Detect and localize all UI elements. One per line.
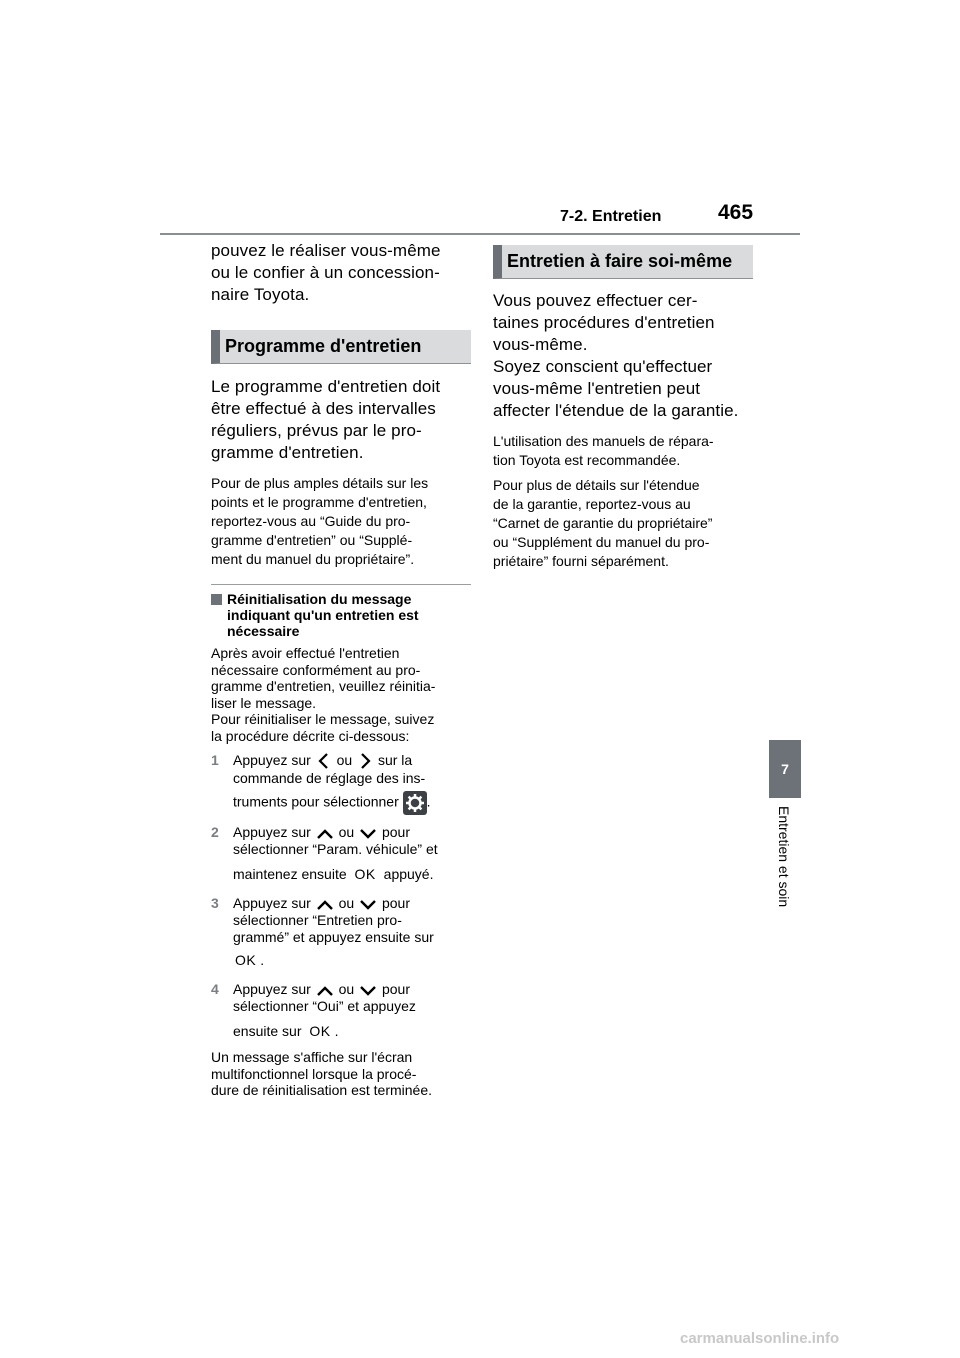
settings-gear-icon bbox=[403, 791, 427, 815]
chevron-down-icon bbox=[358, 984, 378, 998]
chapter-label bbox=[770, 806, 800, 930]
chapter-label-text: Entretien et soin bbox=[776, 806, 792, 908]
programme-note: Pour de plus amples détails sur les points et le programme d'entretien, reportez-vous au “Guide du pro- gramme d'entretien” ou “Supplé- ment du manuel du propriétaire”. bbox=[211, 475, 429, 567]
chevron-up-icon bbox=[315, 898, 335, 912]
section-title: 7-2. Entretien bbox=[560, 208, 662, 225]
chevron-left-icon bbox=[315, 752, 333, 770]
intro-paragraph: pouvez le réaliser vous-même ou le confier à un concession- naire Toyota. bbox=[211, 241, 441, 304]
subheading-reset: Réinitialisation du message indiquant qu'un entretien est nécessaire bbox=[211, 591, 471, 639]
square-bullet-icon bbox=[211, 594, 222, 605]
header-rule bbox=[160, 233, 800, 235]
warranty-note: Pour plus de détails sur l'étendue de la garantie, reportez-vous au “Carnet de garantie du propriétaire” ou “Supplément du manuel du pro- priétaire” fourni séparément. bbox=[493, 477, 713, 569]
ok-button-icon: OK bbox=[354, 866, 376, 883]
chapter-tab bbox=[769, 740, 801, 798]
chevron-up-icon bbox=[315, 827, 335, 841]
chevron-up-icon bbox=[315, 984, 335, 998]
right-column bbox=[493, 240, 753, 571]
watermark: carmanualsonline.info bbox=[680, 1330, 840, 1347]
heading-programme: Programme d'entretien bbox=[211, 330, 471, 364]
chevron-down-icon bbox=[358, 898, 378, 912]
step-4: 4 Appuyez sur ou pour sélectionner “Oui” et appuyez ensuite sur OK . bbox=[211, 981, 416, 1040]
repair-manual-note: L'utilisation des manuels de répara- tion Toyota est recommandée. bbox=[493, 433, 714, 468]
ok-button-icon: OK bbox=[235, 952, 257, 969]
ok-button-icon: OK bbox=[309, 1023, 331, 1040]
closing-paragraph: Un message s'affiche sur l'écran multifonctionnel lorsque la procé- dure de réinitialisation est terminée. bbox=[211, 1049, 433, 1099]
page-number: 465 bbox=[718, 201, 754, 224]
chapter-number: 7 bbox=[781, 761, 789, 777]
divider bbox=[211, 584, 471, 585]
step-1: 1 Appuyez sur ou sur la commande de réglage des ins- truments pour sélectionner . bbox=[211, 752, 471, 815]
self-maintenance-paragraph: Vous pouvez effectuer cer- taines procédures d'entretien vous-même. Soyez conscient qu'effectuer vous-même l'entretien peut affecter l'étendue de la garantie. bbox=[493, 291, 739, 420]
chevron-down-icon bbox=[358, 827, 378, 841]
step-3: 3 Appuyez sur ou pour sélectionner “Entretien pro- grammé” et appuyez ensuite sur OK . bbox=[211, 895, 434, 969]
reset-paragraph: Après avoir effectué l'entretien nécessaire conformément au pro- gramme d'entretien, veuillez réinitia- liser le message. Pour réinitialiser le message, suivez la procédure décrite ci-dessous: bbox=[211, 645, 436, 744]
step-2: 2 Appuyez sur ou pour sélectionner “Param. véhicule” et maintenez ensuite OK appuyé. bbox=[211, 824, 438, 883]
programme-paragraph: Le programme d'entretien doit être effectué à des intervalles réguliers, prévus par le pro- gramme d'entretien. bbox=[211, 377, 441, 462]
left-column bbox=[211, 240, 471, 1099]
heading-self-maintenance: Entretien à faire soi-même bbox=[493, 245, 753, 279]
chevron-right-icon bbox=[356, 752, 374, 770]
